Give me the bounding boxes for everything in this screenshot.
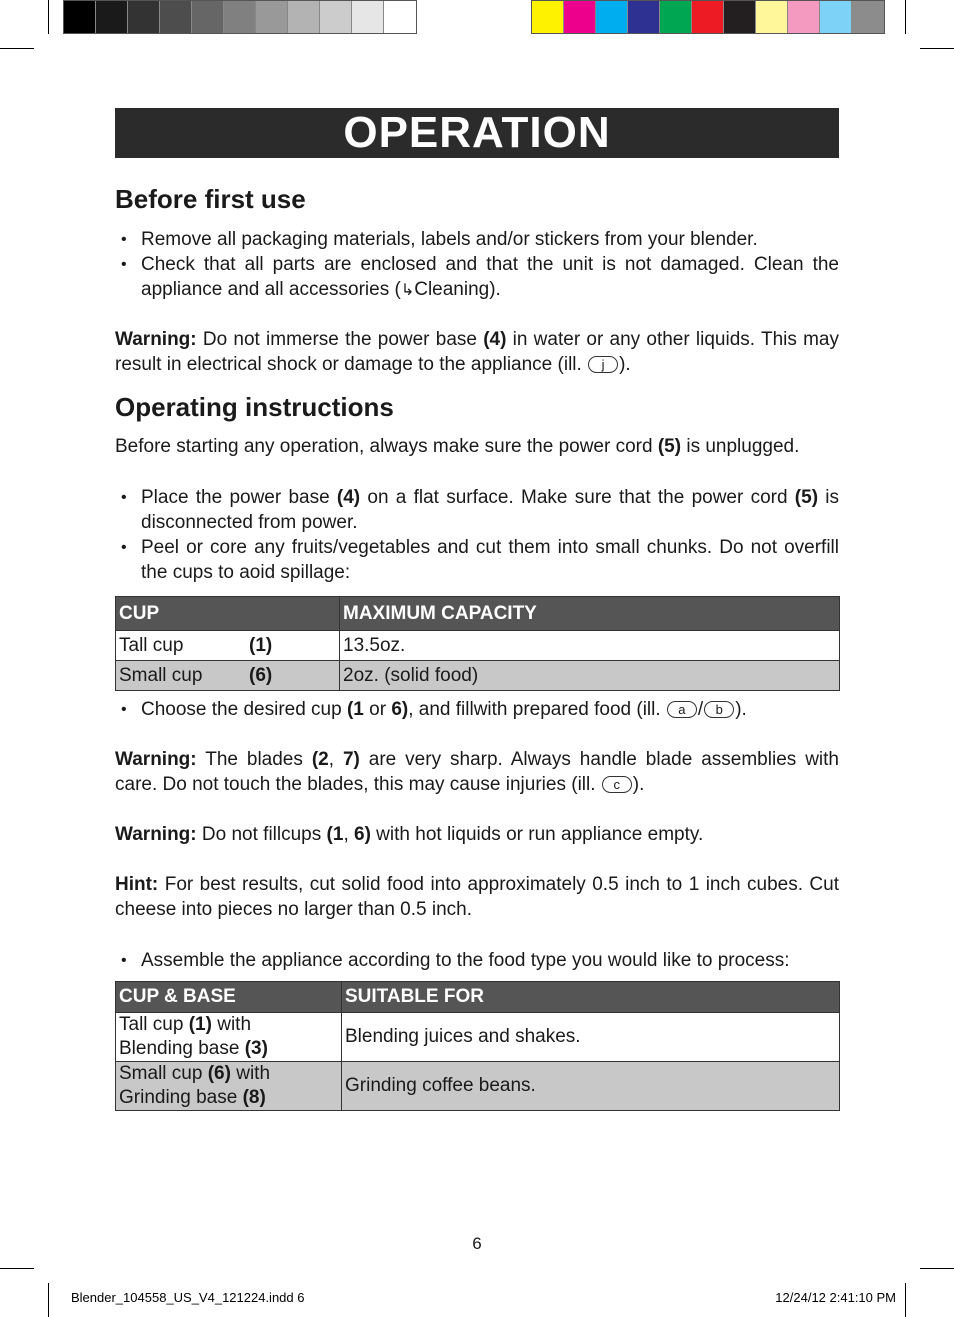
crop-mark — [48, 0, 49, 34]
cup-ref: (6) — [249, 664, 273, 686]
warning-blades: Warning: The blades (2, 7) are very sharp. Always handle blade assemblies with care. Do not touch the blades, this may cause injuries (ill. c ). — [115, 749, 839, 795]
cup-name: Small cup — [119, 664, 203, 686]
cup-base-table-wrap — [115, 981, 840, 1111]
gray-color-bar — [63, 0, 417, 34]
list-item: • Check that all parts are enclosed and that the unit is not damaged. Clean the appliance and all accessories (↳Cleaning). — [115, 252, 839, 303]
color-swatch — [128, 1, 160, 33]
capacity-value: 2oz. (solid food) — [340, 661, 840, 691]
operating-instructions-heading: Operating instructions — [115, 392, 394, 422]
before-first-use-section — [115, 184, 839, 303]
color-swatch — [820, 1, 852, 33]
color-swatch — [192, 1, 224, 33]
page-title: OPERATION — [343, 108, 611, 157]
warning-label: Warning: — [115, 824, 197, 845]
crop-mark — [0, 1268, 34, 1269]
footer-timestamp: 12/24/12 2:41:10 PM — [775, 1290, 896, 1305]
list-item: • Assemble the appliance according to the food type you would like to process: — [115, 948, 839, 973]
section-header — [115, 108, 839, 158]
illustration-ref-badge: a — [667, 701, 697, 718]
color-swatch — [532, 1, 564, 33]
suitable-for-value: Grinding coffee beans. — [342, 1062, 840, 1111]
color-swatch — [788, 1, 820, 33]
color-swatch — [64, 1, 96, 33]
color-swatch — [596, 1, 628, 33]
crop-mark — [905, 0, 906, 34]
crop-mark — [920, 48, 954, 49]
assemble-instruction — [115, 948, 839, 973]
color-swatch — [852, 1, 884, 33]
page-number: 6 — [472, 1234, 482, 1253]
before-first-use-heading: Before first use — [115, 184, 306, 214]
crop-mark — [0, 48, 34, 49]
column-header: CUP — [116, 597, 340, 631]
crop-mark — [48, 1283, 49, 1317]
color-swatch — [96, 1, 128, 33]
warning-hot-liquids: Warning: Do not fillcups (1, 6) with hot liquids or run appliance empty. — [115, 824, 704, 845]
illustration-ref-badge: j — [588, 356, 618, 373]
footer-file-info: Blender_104558_US_V4_121224.indd 6 — [71, 1290, 305, 1305]
choose-cup-instruction — [115, 697, 839, 722]
operating-intro: Before starting any operation, always make sure the power cord (5) is unplugged. — [115, 436, 800, 457]
color-swatch — [160, 1, 192, 33]
color-swatch — [320, 1, 352, 33]
crop-mark — [920, 1268, 954, 1269]
cup-base-table — [115, 981, 840, 1111]
color-swatch — [628, 1, 660, 33]
color-swatch — [756, 1, 788, 33]
color-swatch — [224, 1, 256, 33]
table-header-row — [116, 982, 840, 1013]
table-header-row — [116, 597, 840, 631]
color-swatch — [288, 1, 320, 33]
capacity-value: 13.5oz. — [340, 631, 840, 661]
column-header: MAXIMUM CAPACITY — [340, 597, 840, 631]
list-item: • Peel or core any fruits/vegetables and cut them into small chunks. Do not overfill the cups to aoid spillage: — [115, 535, 839, 585]
warning-label: Warning: — [115, 749, 197, 770]
list-item: • Choose the desired cup (1 or 6), and fillwith prepared food (ill. a / b ). — [115, 697, 839, 722]
hint-paragraph: Hint: For best results, cut solid food into approximately 0.5 inch to 1 inch cubes. Cut cheese into pieces no larger than 0.5 inch. — [115, 874, 839, 920]
color-swatch — [384, 1, 416, 33]
capacity-table-wrap — [115, 596, 840, 691]
list-item: • Place the power base (4) on a flat surface. Make sure that the power cord (5) is disconnected from power. — [115, 485, 839, 535]
operating-instructions-section — [115, 392, 839, 585]
color-swatch — [660, 1, 692, 33]
capacity-table — [115, 596, 840, 691]
cup-ref: (1) — [249, 634, 273, 656]
operating-list — [115, 485, 839, 585]
cup-name: Tall cup — [119, 634, 184, 656]
cross-reference-arrow-icon: ↳ — [400, 282, 415, 299]
column-header: SUITABLE FOR — [342, 982, 840, 1013]
color-bar — [531, 0, 885, 34]
illustration-ref-badge: c — [602, 776, 632, 793]
color-swatch — [256, 1, 288, 33]
color-swatch — [564, 1, 596, 33]
color-swatch — [692, 1, 724, 33]
table-row — [116, 661, 840, 691]
list-item: • Remove all packaging materials, labels and/or stickers from your blender. — [115, 227, 839, 252]
illustration-ref-badge: b — [704, 701, 734, 718]
before-first-use-list — [115, 227, 839, 303]
table-row — [116, 631, 840, 661]
hint-label: Hint: — [115, 874, 159, 895]
table-row: Tall cup (1) with Blending base (3) Blending juices and shakes. — [116, 1013, 840, 1062]
warning-power-base: Warning: Do not immerse the power base (4) in water or any other liquids. This may result in electrical shock or damage to the appliance (ill. j ). — [115, 329, 839, 375]
warning-label: Warning: — [115, 329, 197, 350]
crop-mark — [905, 1283, 906, 1317]
color-swatch — [724, 1, 756, 33]
column-header: CUP & BASE — [116, 982, 342, 1013]
color-swatch — [352, 1, 384, 33]
suitable-for-value: Blending juices and shakes. — [342, 1013, 840, 1062]
table-row: Small cup (6) with Grinding base (8) Grinding coffee beans. — [116, 1062, 840, 1111]
